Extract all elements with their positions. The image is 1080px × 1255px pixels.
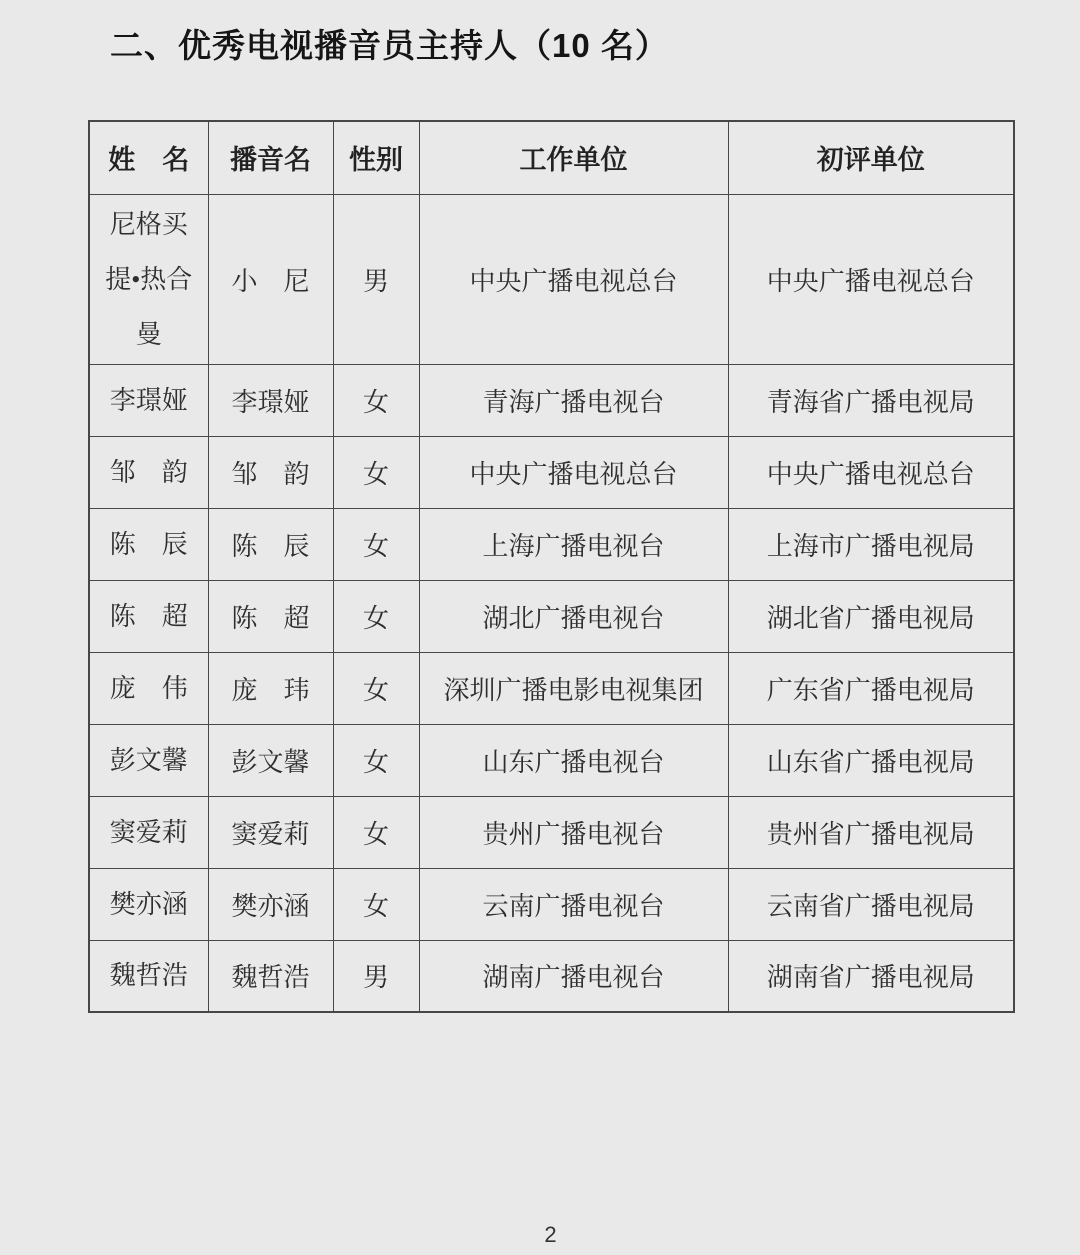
name-cell: 李璟娅 [89,364,208,436]
evaluation-unit-cell: 湖南省广播电视局 [728,940,1014,1012]
gender-cell: 女 [333,580,419,652]
broadcast-name-cell: 小 尼 [208,194,333,364]
table-row [89,436,1014,508]
evaluation-unit-cell: 云南省广播电视局 [728,868,1014,940]
name-cell: 窦爱莉 [89,796,208,868]
broadcast-name-cell: 庞 玮 [208,652,333,724]
table-header-row [89,121,1014,194]
table-row [89,194,1014,364]
work-unit-cell: 山东广播电视台 [419,724,728,796]
broadcast-name-cell: 邹 韵 [208,436,333,508]
work-unit-cell: 中央广播电视总台 [419,436,728,508]
work-unit-cell: 湖北广播电视台 [419,580,728,652]
header-name: 姓 名 [89,121,208,194]
table-row [89,940,1014,1012]
gender-cell: 女 [333,652,419,724]
header-work-unit: 工作单位 [419,121,728,194]
section-title: 二、优秀电视播音员主持人（10 名） [110,27,669,64]
name-cell: 庞 伟 [89,652,208,724]
evaluation-unit-cell: 上海市广播电视局 [728,508,1014,580]
work-unit-cell: 湖南广播电视台 [419,940,728,1012]
work-unit-cell: 上海广播电视台 [419,508,728,580]
name-cell: 彭文馨 [89,724,208,796]
broadcast-name-cell: 樊亦涵 [208,868,333,940]
name-cell: 樊亦涵 [89,868,208,940]
work-unit-cell: 深圳广播电影电视集团 [419,652,728,724]
header-broadcast-name: 播音名 [208,121,333,194]
evaluation-unit-cell: 湖北省广播电视局 [728,580,1014,652]
broadcast-name-cell: 窦爱莉 [208,796,333,868]
work-unit-cell: 云南广播电视台 [419,868,728,940]
evaluation-unit-cell: 广东省广播电视局 [728,652,1014,724]
table-row [89,580,1014,652]
evaluation-unit-cell: 山东省广播电视局 [728,724,1014,796]
name-cell: 尼格买提•热合曼 [89,194,208,364]
broadcast-name-cell: 陈 超 [208,580,333,652]
broadcast-name-cell: 李璟娅 [208,364,333,436]
gender-cell: 女 [333,508,419,580]
evaluation-unit-cell: 青海省广播电视局 [728,364,1014,436]
gender-cell: 男 [333,940,419,1012]
awards-table [88,120,1015,1013]
awards-table-body [89,194,1014,1012]
work-unit-cell: 贵州广播电视台 [419,796,728,868]
broadcast-name-cell: 陈 辰 [208,508,333,580]
name-cell: 魏哲浩 [89,940,208,1012]
table-row [89,508,1014,580]
header-evaluation-unit: 初评单位 [728,121,1014,194]
evaluation-unit-cell: 中央广播电视总台 [728,194,1014,364]
evaluation-unit-cell: 贵州省广播电视局 [728,796,1014,868]
gender-cell: 男 [333,194,419,364]
table-row [89,364,1014,436]
header-gender: 性别 [333,121,419,194]
evaluation-unit-cell: 中央广播电视总台 [728,436,1014,508]
work-unit-cell: 中央广播电视总台 [419,194,728,364]
broadcast-name-cell: 魏哲浩 [208,940,333,1012]
gender-cell: 女 [333,364,419,436]
name-cell: 陈 超 [89,580,208,652]
broadcast-name-cell: 彭文馨 [208,724,333,796]
table-row [89,796,1014,868]
table-row [89,724,1014,796]
gender-cell: 女 [333,868,419,940]
name-cell: 陈 辰 [89,508,208,580]
page-number: 2 [544,1222,557,1247]
gender-cell: 女 [333,436,419,508]
gender-cell: 女 [333,724,419,796]
name-cell: 邹 韵 [89,436,208,508]
gender-cell: 女 [333,796,419,868]
table-row [89,868,1014,940]
work-unit-cell: 青海广播电视台 [419,364,728,436]
table-row [89,652,1014,724]
